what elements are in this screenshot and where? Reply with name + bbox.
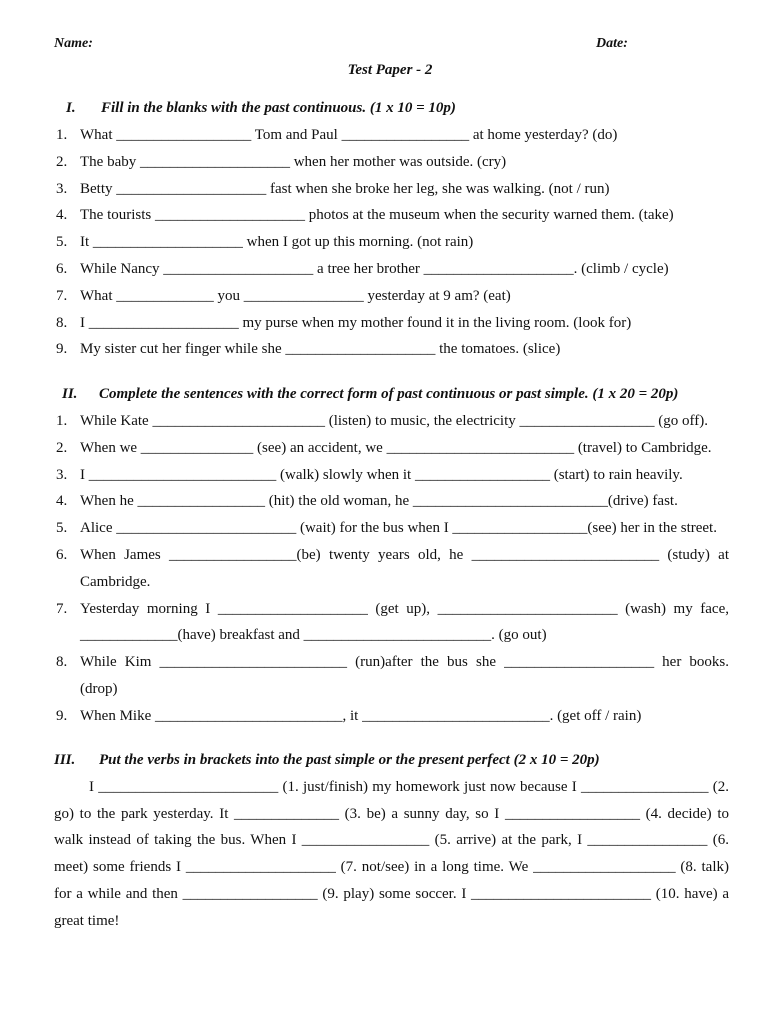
item-text: While Nancy ____________________ a tree her brother ____________________. (climb / cycle) bbox=[80, 260, 669, 277]
list-item bbox=[56, 310, 729, 337]
item-number: 1. bbox=[56, 413, 68, 429]
section-3-instruction: Put the verbs in brackets into the past simple or the present perfect (2 x 10 = 20p) bbox=[99, 752, 600, 768]
page-title: Test Paper - 2 bbox=[347, 62, 433, 78]
item-text: The tourists ____________________ photos at the museum when the security warned them. (take) bbox=[80, 207, 674, 224]
section-2-numeral: II. bbox=[62, 386, 78, 402]
item-number: 7. bbox=[56, 287, 68, 304]
list-item bbox=[56, 149, 729, 176]
list-item bbox=[56, 408, 729, 435]
section-1-numeral: I. bbox=[66, 100, 76, 116]
list-item bbox=[56, 596, 729, 650]
section-1-list bbox=[56, 122, 729, 363]
list-item bbox=[56, 283, 729, 310]
list-item bbox=[56, 703, 729, 730]
list-item bbox=[56, 176, 729, 203]
list-item bbox=[56, 542, 729, 596]
section-1-instruction: Fill in the blanks with the past continuous. (1 x 10 = 10p) bbox=[101, 100, 456, 116]
item-text: I ____________________ my purse when my mother found it in the living room. (look for) bbox=[80, 314, 632, 331]
list-item bbox=[56, 488, 729, 515]
item-number: 3. bbox=[56, 180, 68, 197]
name-label: Name: bbox=[54, 36, 93, 51]
item-number: 2. bbox=[56, 439, 68, 456]
list-item bbox=[56, 256, 729, 283]
item-text: When James _________________(be) twenty years old, he _________________________ (study) at Cambridge. bbox=[80, 546, 729, 590]
list-item bbox=[56, 515, 729, 542]
item-text: Alice ________________________ (wait) for the bus when I __________________(see) her in the street. bbox=[80, 520, 717, 537]
list-item bbox=[56, 435, 729, 462]
item-text: When we _______________ (see) an accident, we _________________________ (travel) to Cambridge. bbox=[80, 439, 712, 456]
item-number: 3. bbox=[56, 466, 68, 483]
list-item bbox=[56, 122, 729, 149]
item-text: When he _________________ (hit) the old woman, he __________________________(drive) fast. bbox=[80, 493, 678, 510]
item-text: What __________________ Tom and Paul _________________ at home yesterday? (do) bbox=[80, 127, 618, 143]
item-text: When Mike _________________________, it _________________________. (get off / rain) bbox=[80, 707, 642, 724]
item-number: 8. bbox=[56, 654, 68, 671]
item-number: 4. bbox=[56, 207, 68, 224]
item-number: 5. bbox=[56, 234, 68, 251]
item-text: It ____________________ when I got up this morning. (not rain) bbox=[80, 234, 474, 251]
list-item bbox=[56, 649, 729, 703]
item-number: 8. bbox=[56, 314, 68, 331]
item-text: I _________________________ (walk) slowly when it __________________ (start) to rain heavily. bbox=[80, 466, 683, 483]
list-item bbox=[56, 336, 729, 363]
date-label: Date: bbox=[596, 36, 628, 51]
section-2-instruction: Complete the sentences with the correct form of past continuous or past simple. (1 x 20 = 20p) bbox=[99, 386, 679, 402]
list-item bbox=[56, 229, 729, 256]
item-number: 6. bbox=[56, 260, 68, 277]
item-number: 4. bbox=[56, 493, 68, 510]
item-number: 9. bbox=[56, 707, 68, 724]
item-text: Betty ____________________ fast when she broke her leg, she was walking. (not / run) bbox=[80, 180, 610, 197]
item-text: While Kim _________________________ (run)after the bus she ____________________ her books. (drop) bbox=[80, 654, 729, 697]
item-text: My sister cut her finger while she ____________________ the tomatoes. (slice) bbox=[80, 341, 561, 358]
item-number: 6. bbox=[56, 546, 68, 563]
item-number: 5. bbox=[56, 520, 68, 537]
list-item bbox=[56, 202, 729, 229]
section-2-list bbox=[56, 408, 729, 730]
section-3-numeral: III. bbox=[54, 752, 76, 768]
item-number: 1. bbox=[56, 127, 68, 143]
list-item bbox=[56, 462, 729, 489]
item-number: 9. bbox=[56, 341, 68, 358]
item-text: While Kate _______________________ (listen) to music, the electricity __________________ (go off). bbox=[80, 413, 708, 429]
item-text: Yesterday morning I ____________________ (get up), ________________________ (wash) my face, _____________(have) breakfast and _________________________. (go out) bbox=[80, 600, 729, 644]
item-text: The baby ____________________ when her mother was outside. (cry) bbox=[80, 153, 507, 170]
item-number: 2. bbox=[56, 153, 68, 170]
item-text: What _____________ you ________________ yesterday at 9 am? (eat) bbox=[80, 287, 511, 304]
item-number: 7. bbox=[56, 600, 68, 617]
section-3-paragraph: I ________________________ (1. just/finish) my homework just now because I _________________ (2. go) to the park yesterday. It ______________ (3. be) a sunny day, so I __________________ (4. decide) to walk instead of taking the bus. When I _________________ (5. arrive) at the park, I ________________ (6. meet) some friends I ____________________ (7. not/see) in a long time. We ___________________ (8. talk) for a while and then __________________ (9. play) some soccer. I ________________________ (10. have) a great time! bbox=[54, 779, 729, 929]
